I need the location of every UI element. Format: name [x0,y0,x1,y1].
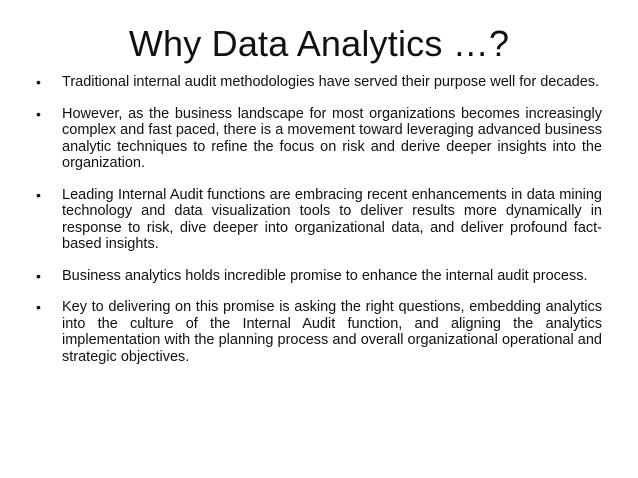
bullet-text: Leading Internal Audit functions are embracing recent enhancements in data mining technology and data visualization tools to deliver results more dynamically in response to risk, dive deeper into organizational data, and deliver profound fact-based insights. [62,186,602,252]
bullet-icon: • [36,105,41,122]
bullet-text: However, as the business landscape for most organizations becomes increasingly complex and fast paced, there is a movement toward leveraging advanced business analytic techniques to refine the focus on risk and derive deeper insights into the organization. [62,105,602,171]
bullet-list [30,74,602,380]
bullet-icon: • [36,267,41,284]
bullet-text: Key to delivering on this promise is asking the right questions, embedding analytics into the culture of the Internal Audit function, and aligning the analytics implementation with the planning process and overall organizational operational and strategic objectives. [62,299,602,365]
bullet-text: Business analytics holds incredible promise to enhance the internal audit process. [62,267,588,284]
bullet-icon: • [36,74,41,90]
bullet-item [30,74,602,91]
bullet-item [30,299,602,365]
slide-title: Why Data Analytics …? [128,23,510,64]
bullet-text: Traditional internal audit methodologies have served their purpose well for decades. [62,74,600,90]
bullet-item [30,106,602,172]
bullet-item [30,187,602,253]
bullet-item [30,268,602,285]
bullet-icon: • [36,186,41,203]
bullet-icon: • [36,299,41,315]
